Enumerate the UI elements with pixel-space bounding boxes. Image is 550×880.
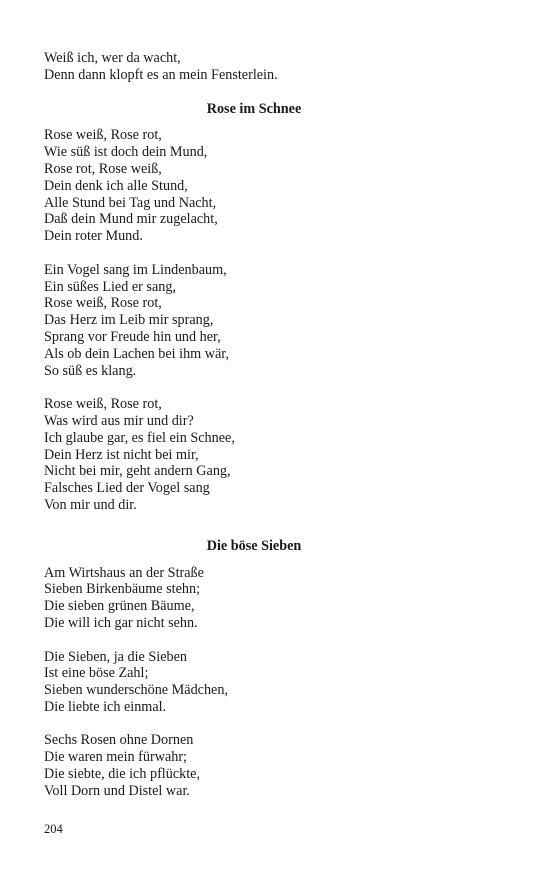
verse-line: Daß dein Mund mir zugelacht, xyxy=(44,211,218,228)
verse-line: Alle Stund bei Tag und Nacht, xyxy=(44,194,217,211)
verse-line: So süß es klang. xyxy=(44,362,137,379)
verse-line: Dein Herz ist nicht bei mir, xyxy=(44,446,199,463)
verse-line: Rose weiß, Rose rot, xyxy=(44,127,162,144)
verse-line: Dein denk ich alle Stund, xyxy=(44,177,188,194)
verse-line: Ein Vogel sang im Lindenbaum, xyxy=(44,261,227,278)
verse-line: Sechs Rosen ohne Dornen xyxy=(44,732,194,749)
verse-line: Die Sieben, ja die Sieben xyxy=(44,648,188,665)
stanza xyxy=(44,262,464,380)
continuation-stanza xyxy=(44,50,464,84)
verse-line: Dein roter Mund. xyxy=(44,228,143,245)
page-number: 204 xyxy=(44,822,63,836)
verse-line: Voll Dorn und Distel war. xyxy=(44,782,190,799)
verse-line: Rose weiß, Rose rot, xyxy=(44,295,162,312)
stanza xyxy=(44,649,464,716)
verse-line: Die liebte ich einmal. xyxy=(44,698,167,715)
verse-line: Die sieben grünen Bäume, xyxy=(44,598,195,615)
verse-line: Sieben wunderschöne Mädchen, xyxy=(44,682,228,699)
poem-title: Die böse Sieben xyxy=(206,537,302,554)
verse-line: Am Wirtshaus an der Straße xyxy=(44,564,204,581)
verse-line: Sieben Birkenbäume stehn; xyxy=(44,581,201,598)
verse-line: Von mir und dir. xyxy=(44,496,137,513)
verse-line: Rose weiß, Rose rot, xyxy=(44,396,162,413)
verse-line: Die siebte, die ich pflückte, xyxy=(44,766,201,783)
verse-line: Denn dann klopft es an mein Fensterlein. xyxy=(44,66,278,83)
verse-line: Ist eine böse Zahl; xyxy=(44,665,149,682)
verse-line: Rose rot, Rose weiß, xyxy=(44,160,162,177)
verse-line: Die will ich gar nicht sehn. xyxy=(44,614,198,631)
verse-line: Als ob dein Lachen bei ihm wär, xyxy=(44,345,229,362)
page-body xyxy=(44,50,464,800)
verse-line: Das Herz im Leib mir sprang, xyxy=(44,312,214,329)
verse-line: Nicht bei mir, geht andern Gang, xyxy=(44,463,231,480)
verse-line: Die waren mein fürwahr; xyxy=(44,749,187,766)
stanza xyxy=(44,127,464,245)
verse-line: Sprang vor Freude hin und her, xyxy=(44,328,221,345)
verse-line: Ich glaube gar, es fiel ein Schnee, xyxy=(44,429,235,446)
stanza xyxy=(44,732,464,799)
verse-line: Wie süß ist doch dein Mund, xyxy=(44,144,208,161)
verse-line: Falsches Lied der Vogel sang xyxy=(44,480,210,497)
verse-line: Weiß ich, wer da wacht, xyxy=(44,50,181,66)
poem-title: Rose im Schnee xyxy=(206,100,302,117)
stanza xyxy=(44,565,464,632)
verse-line: Ein süßes Lied er sang, xyxy=(44,278,176,295)
verse-line: Was wird aus mir und dir? xyxy=(44,412,194,429)
stanza xyxy=(44,396,464,514)
